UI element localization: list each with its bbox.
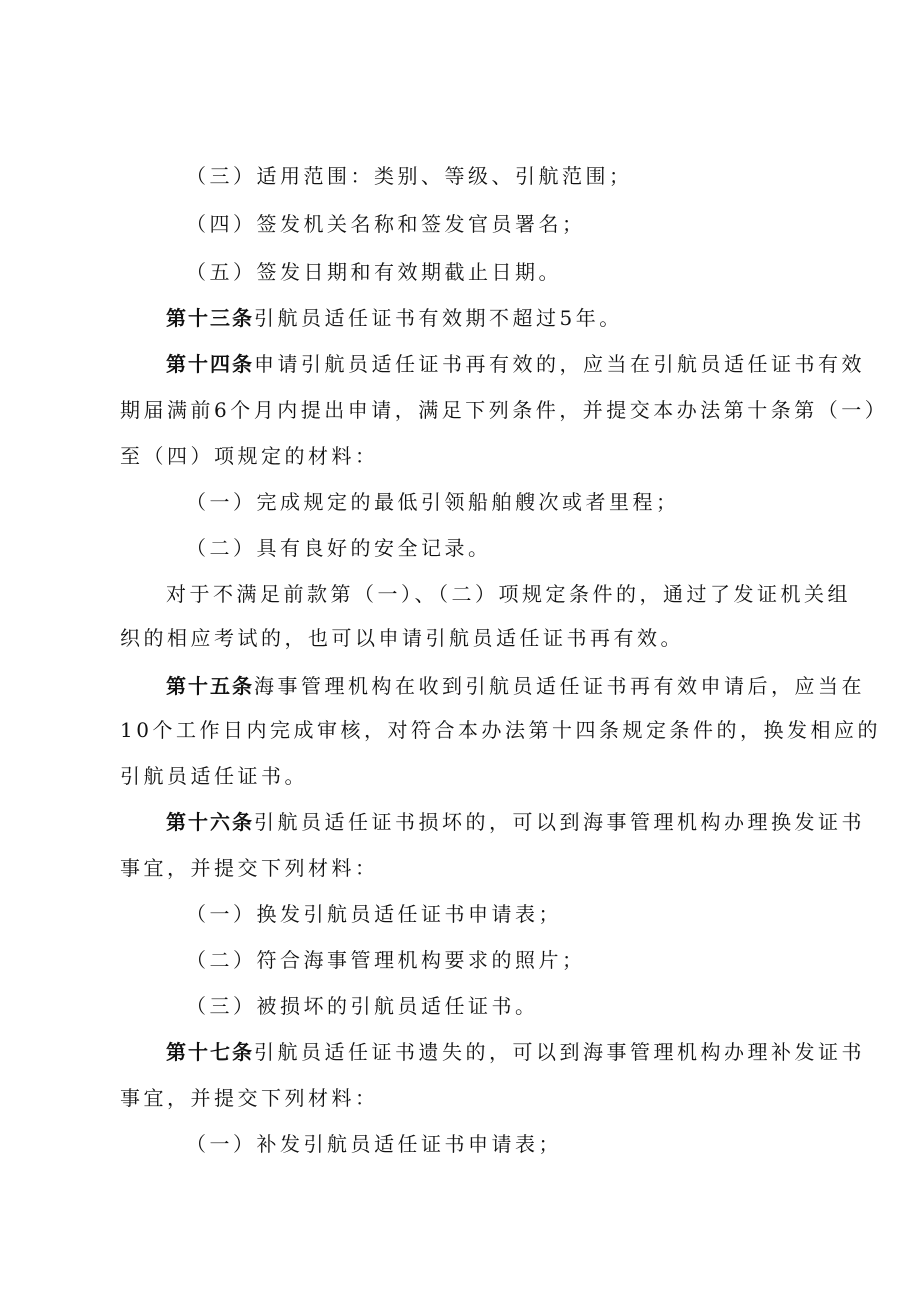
line-text: 期届满前6个月内提出申请，满足下列条件，并提交本办法第十条第（一）	[120, 398, 889, 422]
list-item	[186, 993, 539, 1019]
line-text: 事宜，并提交下列材料：	[120, 856, 379, 880]
paragraph-line	[120, 717, 881, 743]
list-item	[186, 947, 586, 973]
line-text: 引航员适任证书损坏的，可以到海事管理机构办理换发证书	[254, 810, 865, 834]
paragraph-line	[120, 397, 888, 423]
article-15	[166, 673, 865, 699]
line-text: （三）被损坏的引航员适任证书。	[186, 994, 539, 1018]
line-text: 对于不满足前款第（一）、（二）项规定条件的，通过了发证机关组	[166, 582, 851, 606]
list-item	[186, 163, 633, 189]
article-heading: 第十三条	[166, 306, 254, 330]
list-item	[186, 259, 562, 285]
article-heading: 第十五条	[166, 674, 254, 698]
line-text: （一）完成规定的最低引领船舶艘次或者里程；	[186, 490, 680, 514]
paragraph-line	[120, 855, 379, 881]
paragraph-line	[120, 763, 308, 789]
paragraph-line	[120, 443, 379, 469]
paragraph-line	[120, 625, 684, 651]
list-item	[186, 489, 680, 515]
line-text: 至（四）项规定的材料：	[120, 444, 379, 468]
line-text: 引航员适任证书有效期不超过5年。	[254, 306, 623, 330]
line-text: （二）符合海事管理机构要求的照片；	[186, 948, 586, 972]
article-heading: 第十四条	[166, 352, 254, 376]
paragraph-line	[166, 581, 851, 607]
line-text: （二）具有良好的安全记录。	[186, 536, 492, 560]
article-heading: 第十六条	[166, 810, 254, 834]
paragraph-line	[120, 1085, 379, 1111]
article-14	[166, 351, 865, 377]
list-item	[186, 901, 562, 927]
line-text: 海事管理机构在收到引航员适任证书再有效申请后，应当在	[254, 674, 865, 698]
line-text: 引航员适任证书。	[120, 764, 308, 788]
list-item	[186, 1131, 562, 1157]
list-item	[186, 535, 492, 561]
article-17	[166, 1039, 865, 1065]
article-heading: 第十七条	[166, 1040, 254, 1064]
line-text: （一）补发引航员适任证书申请表；	[186, 1132, 562, 1156]
line-text: 10个工作日内完成审核，对符合本办法第十四条规定条件的，换发相应的	[120, 718, 881, 742]
line-text: （四）签发机关名称和签发官员署名；	[186, 212, 586, 236]
line-text: （一）换发引航员适任证书申请表；	[186, 902, 562, 926]
line-text: （五）签发日期和有效期截止日期。	[186, 260, 562, 284]
line-text: 事宜，并提交下列材料：	[120, 1086, 379, 1110]
article-16	[166, 809, 865, 835]
list-item	[186, 211, 586, 237]
line-text: （三）适用范围：类别、等级、引航范围；	[186, 164, 633, 188]
article-13	[166, 305, 623, 331]
line-text: 申请引航员适任证书再有效的，应当在引航员适任证书有效	[254, 352, 865, 376]
line-text: 引航员适任证书遗失的，可以到海事管理机构办理补发证书	[254, 1040, 865, 1064]
line-text: 织的相应考试的，也可以申请引航员适任证书再有效。	[120, 626, 684, 650]
